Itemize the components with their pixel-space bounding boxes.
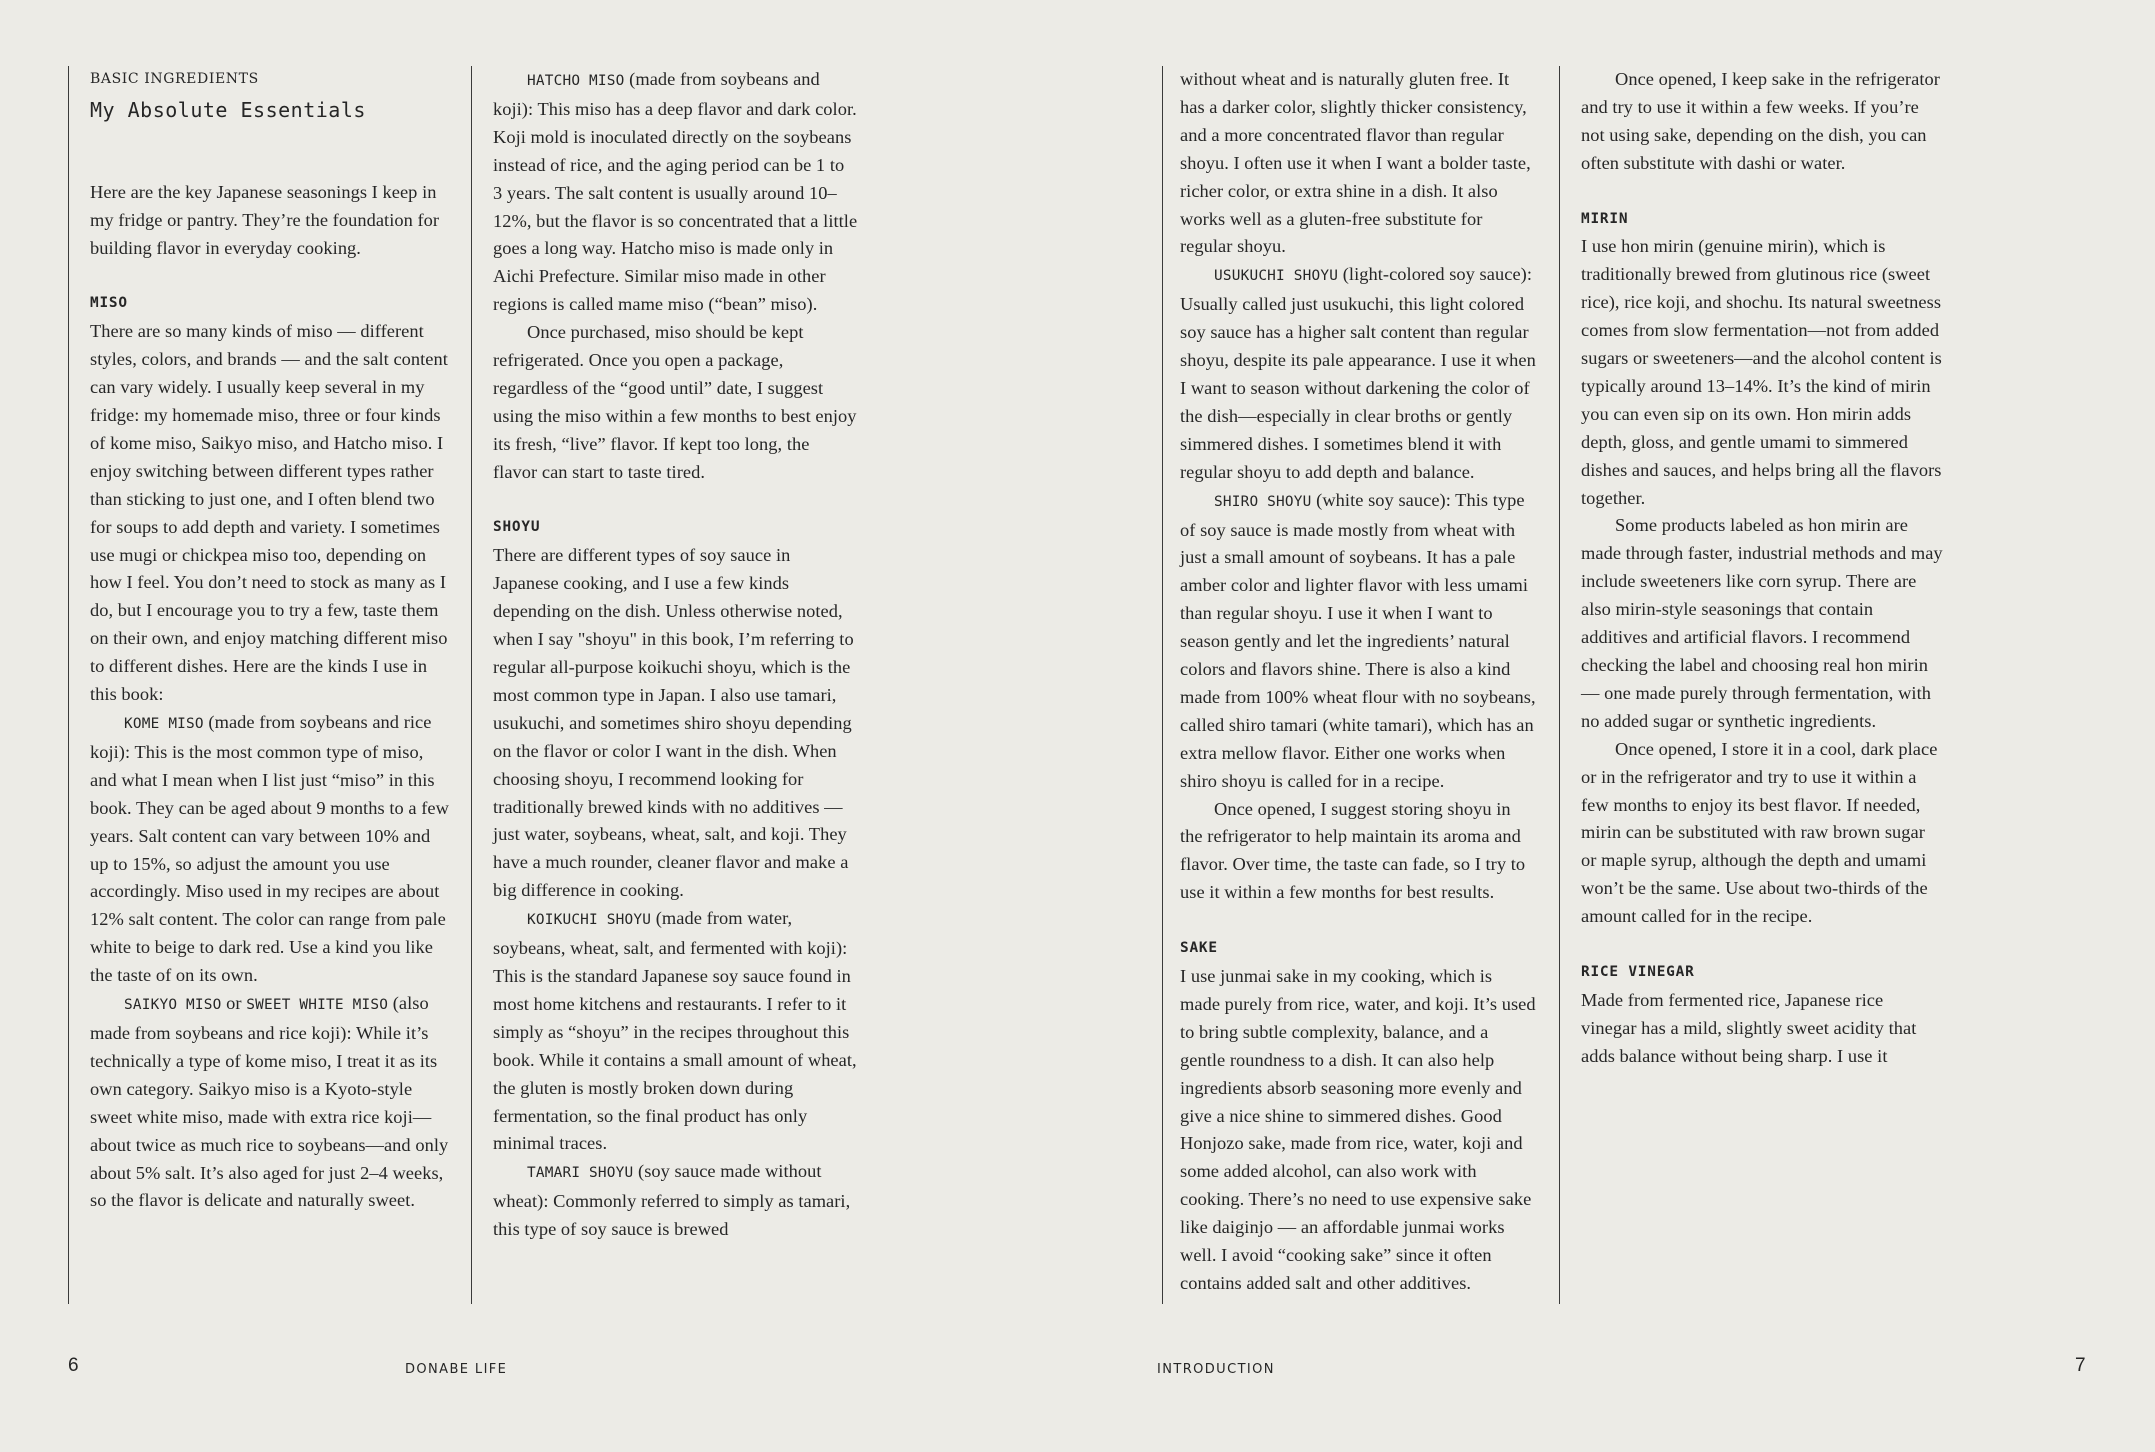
right-column-2 — [1581, 66, 1943, 1071]
sweet-white-miso-term: SWEET WHITE MISO — [246, 997, 389, 1014]
tamari-paragraph — [493, 1158, 858, 1244]
sake-paragraph: I use junmai sake in my cooking, which is made purely from rice, water, and koji. It’s used to bring subtle complexity, balance, and a gentle roundness to a dish. It can also help ingredients absorb seasoning more evenly and give a nice shine to simmered dishes. Good Honjozo sake, made from rice, water, koji and some added alcohol, can also work with cooking. There’s no need to use expensive sake like daiginjo — an affordable junmai works well. I avoid “cooking sake” since it often contains added salt and other additives. — [1180, 965, 1536, 1293]
saikyo-miso-text: (also made from soybeans and rice koji): While it’s technically a type of kome miso, I treat it as its own category. Saikyo miso is a Kyoto-style sweet white miso, made with extra rice koji—about twice as much rice to soybeans—and only about 5% salt. It’s also aged for just 2–4 weeks, so the flavor is delicate and naturally sweet. — [90, 993, 449, 1211]
kome-miso-paragraph — [90, 709, 450, 990]
koikuchi-paragraph — [493, 905, 858, 1158]
hatcho-miso-text: (made from soybeans and koji): This miso has a deep flavor and dark color. Koji mold is inoculated directly on the soybeans instead of rice, and the aging period can be 1 to 3 years. The salt content is usually around 10–12%, but the flavor is so concentrated that a little goes a long way. Hatcho miso is made only in Aichi Prefecture. Similar miso made in other regions is called mame miso (“bean” miso). — [493, 69, 858, 315]
koikuchi-text: (made from water, soybeans, wheat, salt, and fermented with koji): This is the standard Japanese soy sauce found in most home kitchens and restaurants. I refer to it simply as “shoyu” in the recipes throughout this book. While it contains a small amount of wheat, the gluten is mostly broken down during fermentation, so the final product has only minimal traces. — [493, 908, 857, 1154]
mirin-paragraph: I use hon mirin (genuine mirin), which is traditionally brewed from glutinous rice (sweet rice), rice koji, and shochu. Its natural sweetness comes from slow fermentation—not from added sugars or sweeteners—and the alcohol content is typically around 13–14%. It’s the kind of mirin you can even sip on its own. Hon mirin adds depth, gloss, and gentle umami to simmered dishes and sauces, and helps bring all the flavors together. — [1581, 236, 1942, 508]
left-column-1 — [90, 66, 450, 1215]
intro-paragraph: Here are the key Japanese seasonings I keep in my fridge or pantry. They’re the foundation for building flavor in everyday cooking. — [90, 181, 440, 258]
left-column-2 — [493, 66, 858, 1244]
mirin-heading: MIRIN — [1581, 210, 1629, 227]
column-rule-4 — [1559, 66, 1560, 1304]
miso-paragraph: There are so many kinds of miso — different styles, colors, and brands — and the salt content can vary widely. I usually keep several in my fridge: my homemade miso, three or four kinds of kome miso, Saikyo miso, and Hatcho miso. I enjoy switching between different types rather than sticking to just one, and I often blend two for soups to add depth and variety. I sometimes use mugi or chickpea miso too, depending on how I feel. You don’t need to stock as many as I do, but I encourage you to try a few, taste them on their own, and enjoy matching different miso to different dishes. Here are the kinds I use in this book: — [90, 321, 448, 705]
page-title: My Absolute Essentials — [90, 97, 366, 122]
section-kicker: BASIC INGREDIENTS — [90, 71, 259, 87]
rice-vinegar-paragraph: Made from fermented rice, Japanese rice vinegar has a mild, slightly sweet acidity that adds balance without being sharp. I use it — [1581, 989, 1917, 1066]
saikyo-miso-paragraph — [90, 990, 450, 1215]
left-running-head: DONABE LIFE — [405, 1362, 508, 1377]
kome-miso-term: KOME MISO — [124, 716, 204, 732]
usukuchi-term: USUKUCHI SHOYU — [1214, 268, 1339, 285]
hatcho-miso-term: HATCHO MISO — [527, 73, 625, 89]
miso-storage-paragraph: Once purchased, miso should be kept refrigerated. Once you open a package, regardless of the “good until” date, I suggest using the miso within a few months to best enjoy its fresh, “live” flavor. If kept too long, the flavor can start to taste tired. — [493, 322, 857, 482]
usukuchi-text: (light-colored soy sauce): Usually called just usukuchi, this light colored soy sauce has a higher salt content than regular shoyu, despite its pale appearance. I use it when I want to season without darkening the color of the dish—especially in clear broths or gently simmered dishes. I sometimes blend it with regular shoyu to add depth and balance. — [1180, 264, 1536, 482]
tamari-continued-paragraph: without wheat and is naturally gluten free. It has a darker color, slightly thicker consistency, and a more concentrated flavor than regular shoyu. I often use it when I want a bolder taste, richer color, or extra shine in a dish. It also works well as a gluten-free substitute for regular shoyu. — [1180, 69, 1531, 257]
shoyu-storage-paragraph: Once opened, I suggest storing shoyu in the refrigerator to help maintain its aroma and flavor. Over time, the taste can fade, so I try to use it within a few months for best results. — [1180, 798, 1526, 903]
column-rule-2 — [471, 66, 472, 1304]
sake-storage-paragraph: Once opened, I keep sake in the refrigerator and try to use it within a few weeks. If you’re not using sake, depending on the dish, you can often substitute with dashi or water. — [1581, 69, 1940, 173]
left-page-number: 6 — [68, 1355, 79, 1376]
shiro-shoyu-text: (white soy sauce): This type of soy sauce is made mostly from wheat with just a small amount of soybeans. It has a pale amber color and lighter flavor with less umami than regular shoyu. I use it when I want to season gently and let the ingredients’ natural colors and flavors shine. There is also a kind made from 100% wheat flour with no soybeans, called shiro tamari (white tamari), which has an extra mellow flavor. Either one works when shiro shoyu is called for in a recipe. — [1180, 489, 1536, 791]
miso-heading: MISO — [90, 295, 128, 312]
koikuchi-term: KOIKUCHI SHOYU — [527, 912, 652, 929]
hatcho-miso-paragraph — [493, 66, 858, 319]
mirin-labels-paragraph: Some products labeled as hon mirin are made through faster, industrial methods and may include sweeteners like corn syrup. There are also mirin-style seasonings that contain additives and artificial flavors. I recommend checking the label and choosing real hon mirin — one made purely through fermentation, with no added sugar or synthetic ingredients. — [1581, 515, 1943, 731]
rice-vinegar-heading: RICE VINEGAR — [1581, 963, 1695, 980]
saikyo-miso-term: SAIKYO MISO — [124, 997, 222, 1014]
right-column-1 — [1180, 66, 1536, 1298]
sake-heading: SAKE — [1180, 940, 1218, 957]
usukuchi-paragraph — [1180, 261, 1536, 486]
column-rule-1 — [68, 66, 69, 1304]
tamari-term: TAMARI SHOYU — [527, 1165, 634, 1182]
saikyo-or: or — [221, 993, 247, 1014]
shiro-shoyu-paragraph — [1180, 487, 1536, 796]
tamari-text: (soy sauce made without wheat): Commonly referred to simply as tamari, this type of soy sauce is brewed — [493, 1161, 851, 1240]
shoyu-heading: SHOYU — [493, 519, 541, 536]
kome-miso-text: (made from soybeans and rice koji): This is the most common type of miso, and what I mean when I list just “miso” in this book. They can be aged about 9 months to a few years. Salt content can vary between 10% and up to 15%, so adjust the amount you use accordingly. Miso used in my recipes are about 12% salt content. The color can range from pale white to beige to dark red. Use a kind you like the taste of on its own. — [90, 712, 449, 986]
column-rule-3 — [1162, 66, 1163, 1304]
shiro-shoyu-term: SHIRO SHOYU — [1214, 493, 1312, 510]
right-page-number: 7 — [2075, 1355, 2086, 1376]
shoyu-paragraph: There are different types of soy sauce in Japanese cooking, and I use a few kinds depending on the dish. Unless otherwise noted, when I say "shoyu" in this book, I’m referring to regular all-purpose koikuchi shoyu, which is the most common type in Japan. I also use tamari, usukuchi, and sometimes shiro shoyu depending on the flavor or color I want in the dish. When choosing shoyu, I recommend looking for traditionally brewed kinds with no additives — just water, soybeans, wheat, salt, and koji. They have a much rounder, cleaner flavor and make a big difference in cooking. — [493, 545, 854, 901]
right-running-head: INTRODUCTION — [1157, 1362, 1275, 1377]
mirin-storage-paragraph: Once opened, I store it in a cool, dark place or in the refrigerator and try to use it within a few months to enjoy its best flavor. If needed, mirin can be substituted with raw brown sugar or maple syrup, although the depth and umami won’t be the same. Use about two-thirds of the amount called for in the recipe. — [1581, 738, 1938, 927]
